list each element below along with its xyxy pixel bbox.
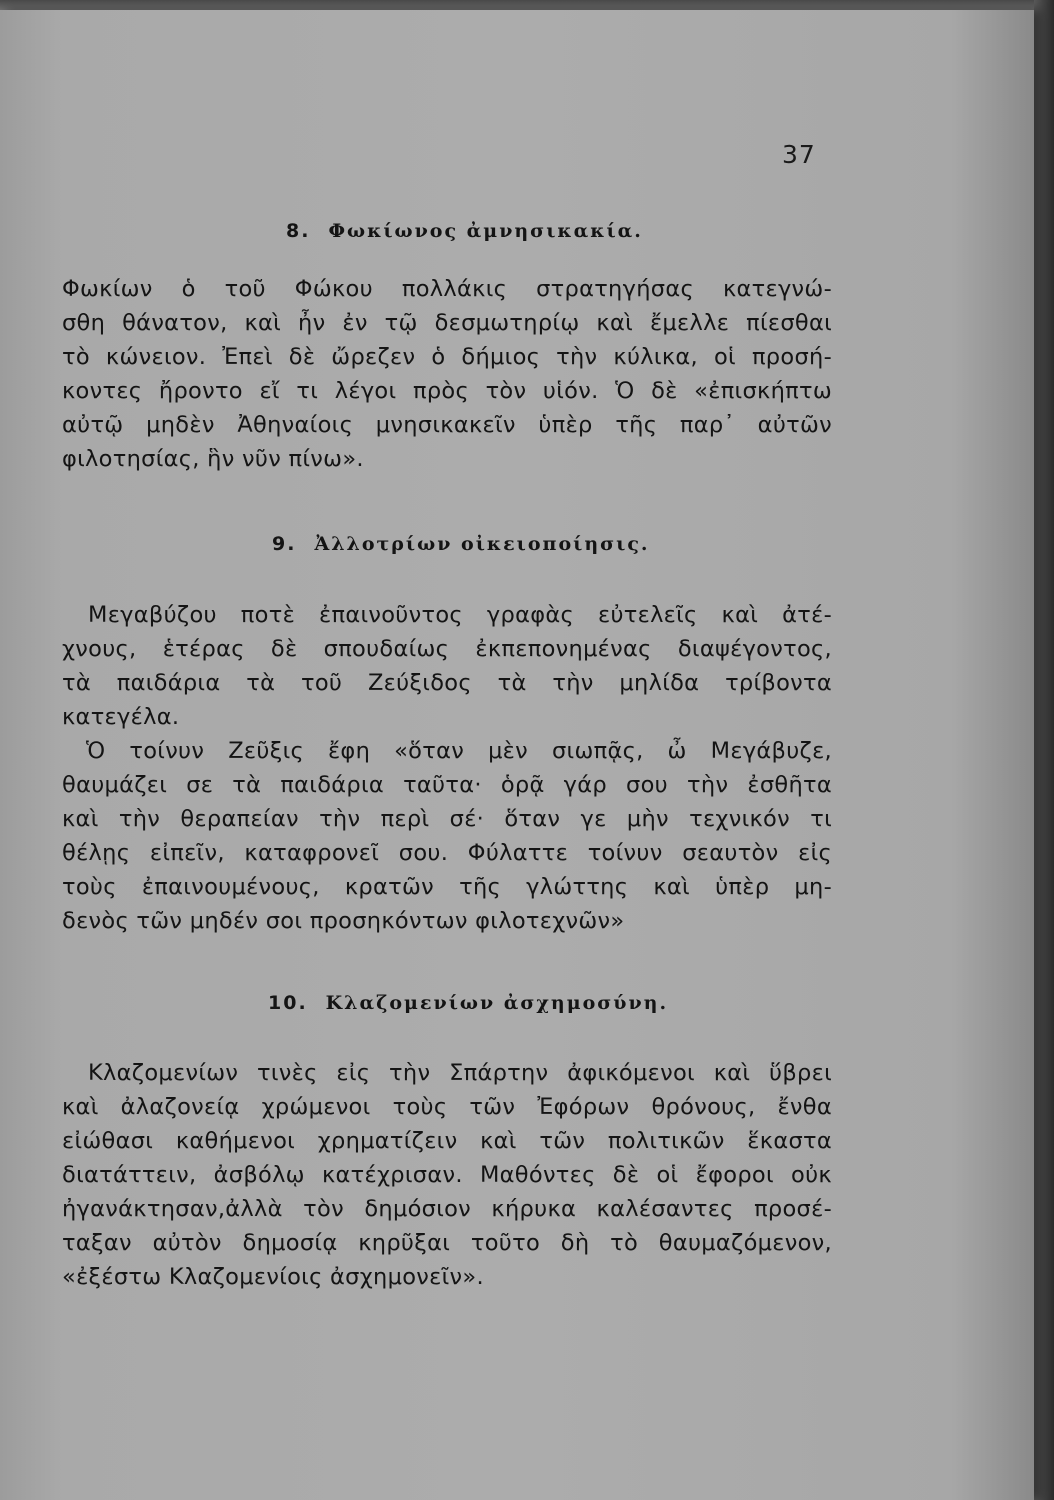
- scan-right-shadow: [1034, 0, 1054, 1500]
- section-9-heading: [272, 533, 650, 555]
- section-9-line: κατεγέλα.: [62, 704, 180, 730]
- section-10-heading: [268, 992, 668, 1014]
- section-10-title: Κλαζομενίων ἀσχημοσύνη.: [325, 992, 669, 1014]
- section-9-line: καὶ τὴν θεραπείαν τὴν περὶ σέ· ὅταν γε μὴν τεχνικόν τι: [62, 806, 832, 832]
- section-9-number: 9.: [272, 533, 297, 555]
- section-9-line: χνους, ἑτέρας δὲ σπουδαίως ἐκπεπονημένας διαψέγοντος,: [62, 636, 832, 662]
- section-9-line: δενὸς τῶν μηδέν σοι προσηκόντων φιλοτεχνῶν»: [62, 908, 625, 934]
- section-9-title: Ἀλλοτρίων οἰκειοποίησις.: [314, 533, 650, 555]
- section-9-line: τὰ παιδάρια τὰ τοῦ Ζεύξιδος τὰ τὴν μηλίδα τρίβοντα: [62, 670, 832, 696]
- section-8-line: φιλοτησίας, ἣν νῦν πίνω».: [62, 446, 364, 472]
- book-page: [0, 10, 1034, 1500]
- section-8-heading: [286, 220, 643, 242]
- section-9-line: τοὺς ἐπαινουμένους, κρατῶν τῆς γλώττης καὶ ὑπὲρ μη-: [62, 874, 832, 900]
- section-10-line: ταξαν αὐτὸν δημοσίᾳ κηρῦξαι τοῦτο δὴ τὸ θαυμαζόμενον,: [62, 1230, 832, 1256]
- section-9-line: Μεγαβύζου ποτὲ ἐπαινοῦντος γραφὰς εὐτελεῖς καὶ ἀτέ-: [88, 602, 832, 628]
- section-8-line: κοντες ἤροντο εἴ τι λέγοι πρὸς τὸν υἱόν. Ὁ δὲ «ἐπισκήπτω: [62, 378, 832, 404]
- section-10-number: 10.: [268, 992, 308, 1014]
- section-8-line: τὸ κώνειον. Ἐπεὶ δὲ ὤρεζεν ὁ δήμιος τὴν κύλικα, οἱ προσή-: [62, 344, 832, 370]
- section-10-line: «ἐξέστω Κλαζομενίοις ἀσχημονεῖν».: [62, 1264, 484, 1290]
- section-10-line: διατάττειν, ἀσβόλῳ κατέχρισαν. Μαθόντες δὲ οἱ ἔφοροι οὐκ: [62, 1162, 832, 1188]
- section-9-line: θαυμάζει σε τὰ παιδάρια ταῦτα· ὁρᾷ γάρ σου τὴν ἐσθῆτα: [62, 772, 832, 798]
- section-8-line: Φωκίων ὁ τοῦ Φώκου πολλάκις στρατηγήσας κατεγνώ-: [62, 276, 832, 302]
- section-10-line: Κλαζομενίων τινὲς εἰς τὴν Σπάρτην ἀφικόμενοι καὶ ὕβρει: [88, 1060, 832, 1086]
- section-8-line: αὐτῷ μηδὲν Ἀθηναίοις μνησικακεῖν ὑπὲρ τῆς παρ᾽ αὐτῶν: [62, 412, 832, 438]
- section-8-title: Φωκίωνος ἀμνησικακία.: [328, 220, 643, 242]
- section-10-line: εἰώθασι καθήμενοι χρηματίζειν καὶ τῶν πολιτικῶν ἕκαστα: [62, 1128, 832, 1154]
- section-8-line: σθη θάνατον, καὶ ἦν ἐν τῷ δεσμωτηρίῳ καὶ ἔμελλε πίεσθαι: [62, 310, 832, 336]
- section-10-line: ἠγανάκτησαν,ἀλλὰ τὸν δημόσιον κήρυκα καλέσαντες προσέ-: [62, 1196, 832, 1222]
- section-8-number: 8.: [286, 220, 311, 242]
- section-9-line: θέλῃς εἰπεῖν, καταφρονεῖ σου. Φύλαττε τοίνυν σεαυτὸν εἰς: [62, 840, 832, 866]
- page-number: 37: [782, 140, 816, 169]
- section-9-line: Ὁ τοίνυν Ζεῦξις ἔφη «ὅταν μὲν σιωπᾷς, ὦ Μεγάβυζε,: [86, 738, 832, 764]
- section-10-line: καὶ ἀλαζονείᾳ χρώμενοι τοὺς τῶν Ἐφόρων θρόνους, ἔνθα: [62, 1094, 832, 1120]
